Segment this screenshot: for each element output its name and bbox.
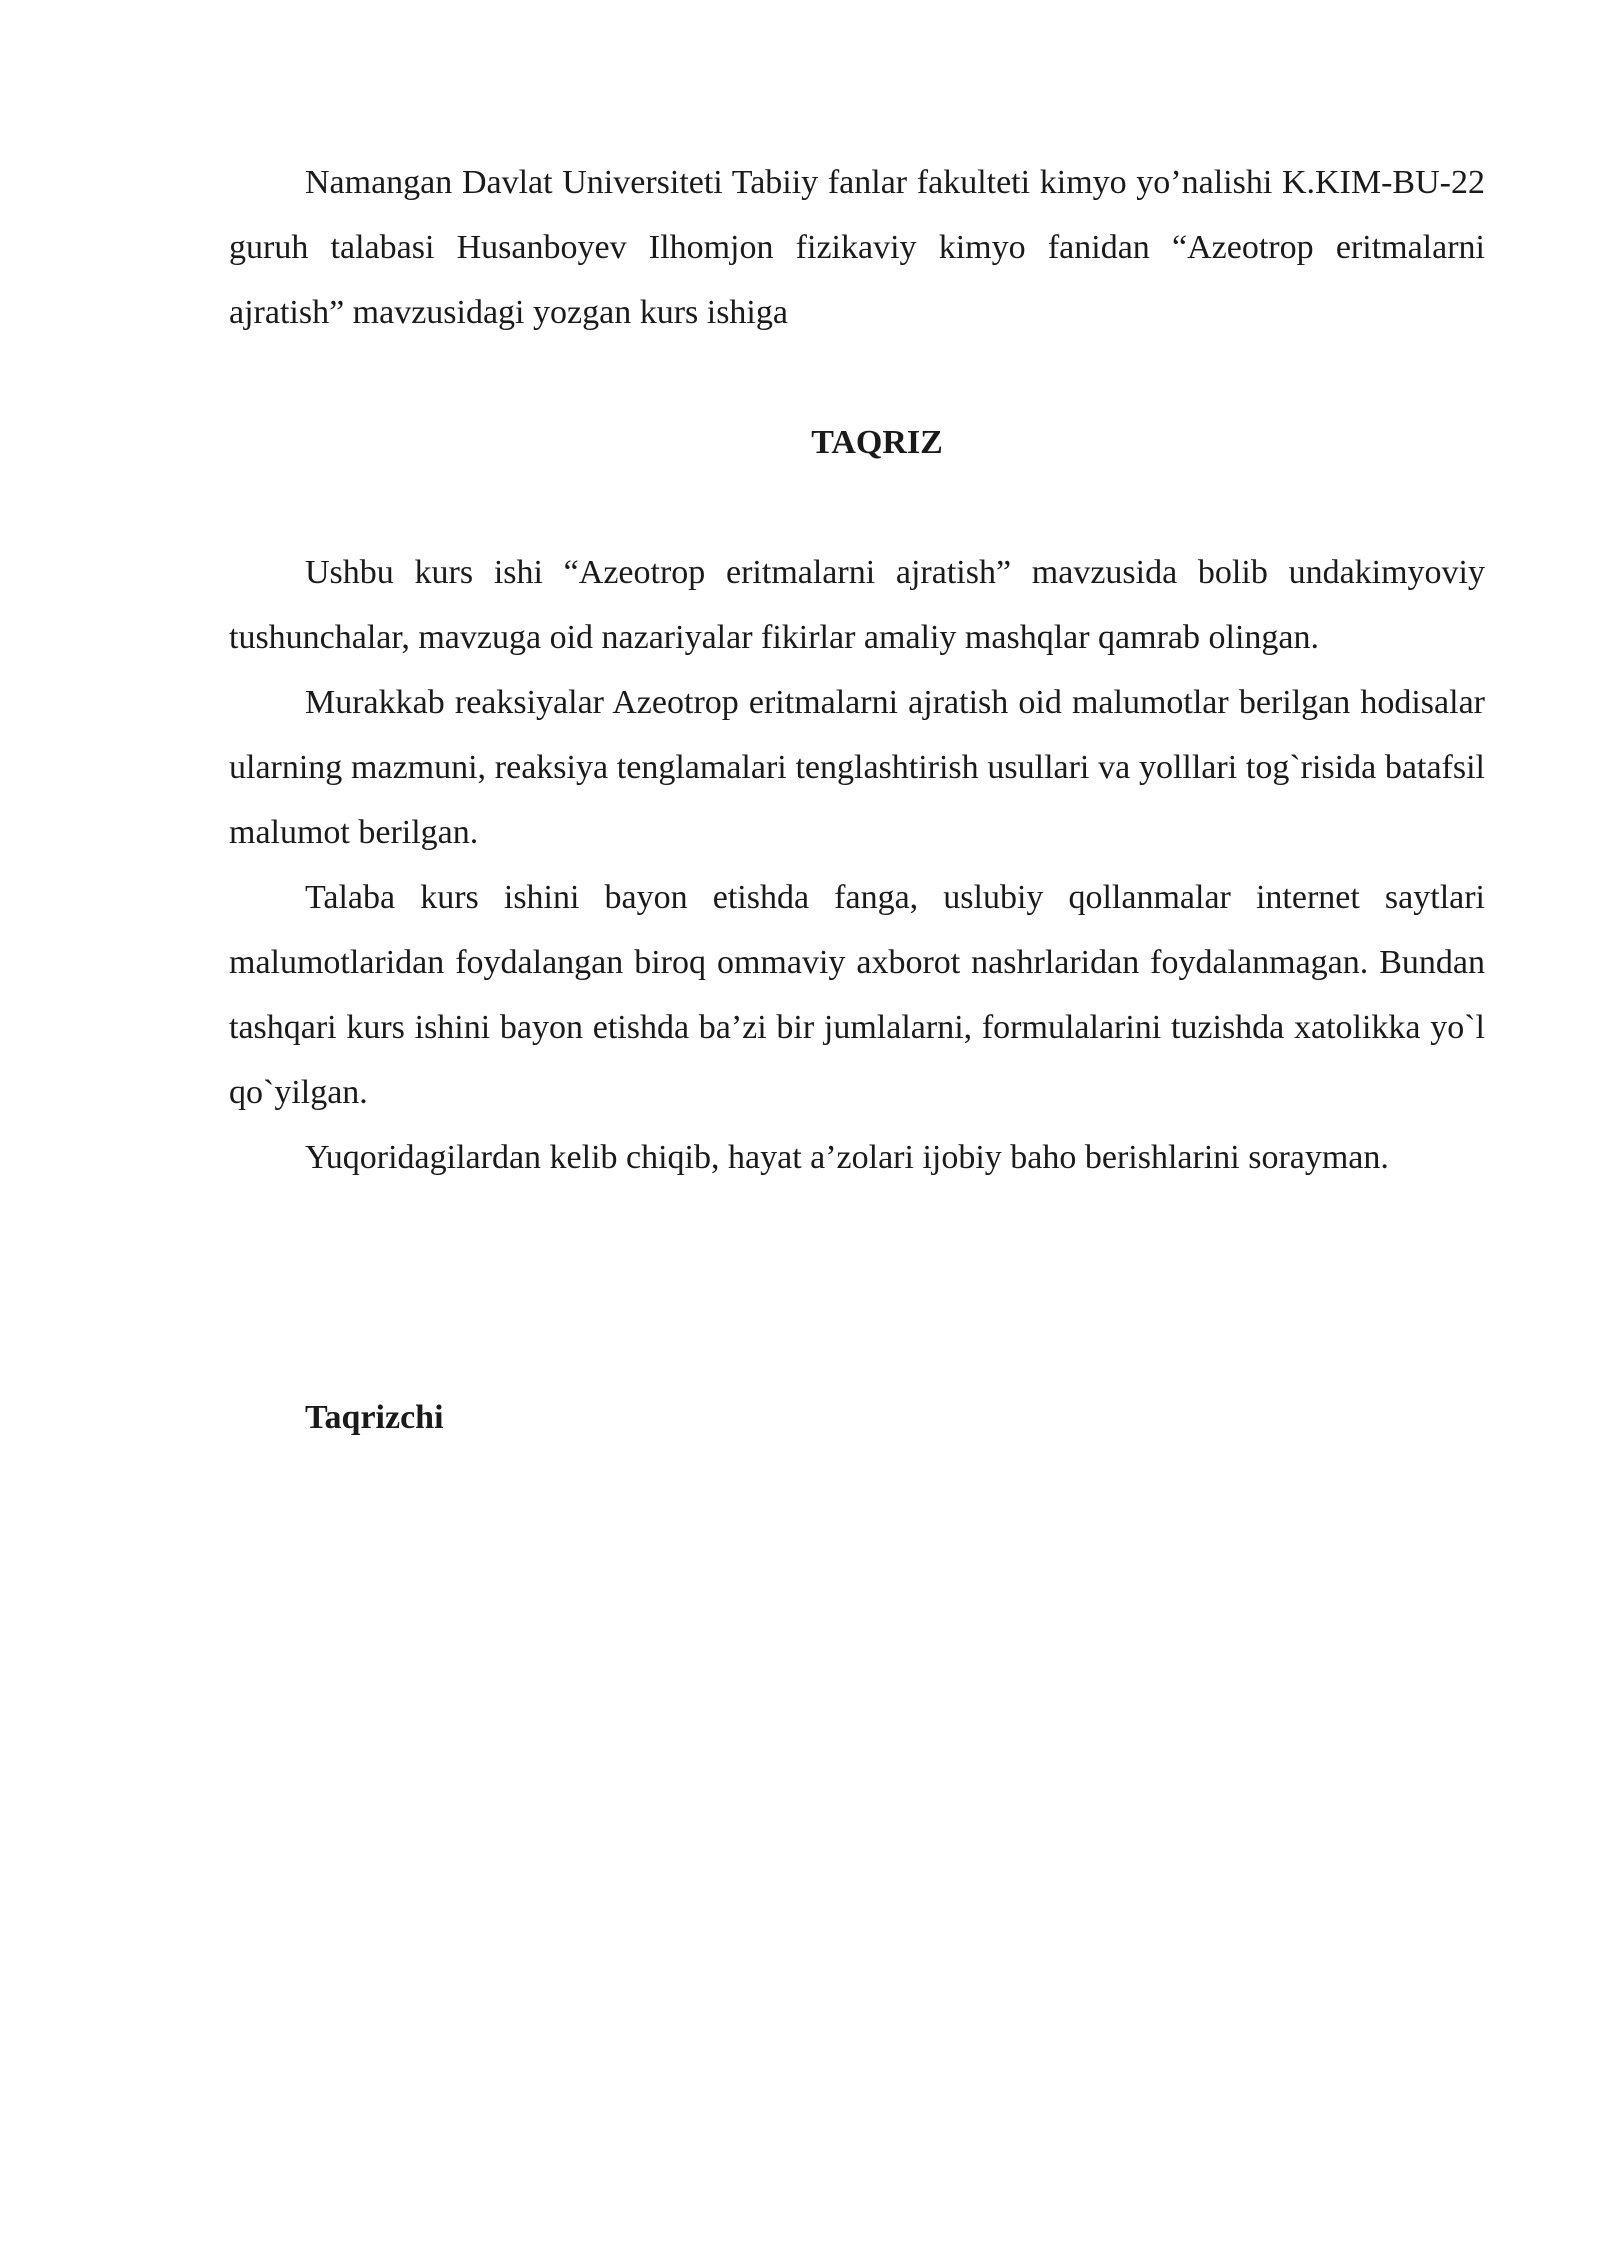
body-paragraph-4: Yuqoridagilardan kelib chiqib, hayat a’zolari ijobiy baho berishlarini sorayman. <box>305 1139 1389 1176</box>
reviewer-signature-label: Taqrizchi <box>305 1399 444 1436</box>
document-body <box>229 150 1485 1450</box>
body-paragraph-2: Murakkab reaksiyalar Azeotrop eritmalarni ajratish oid malumotlar berilgan hodisalar ularning mazmuni, reaksiya tenglamalari tenglashtirish usullari va yolllari tog`risida batafsil malumot berilgan. <box>229 684 1485 851</box>
body-paragraph-3: Talaba kurs ishini bayon etishda fanga, uslubiy qollanmalar internet saytlari malumotlaridan foydalangan biroq ommaviy axborot nashrlaridan foydalanmagan. Bundan tashqari kurs ishini bayon etishda ba’zi bir jumlalarni, formulalarini tuzishda xatolikka yo`l qo`yilgan. <box>229 879 1485 1111</box>
intro-paragraph: Namangan Davlat Universiteti Tabiiy fanlar fakulteti kimyo yo’nalishi K.KIM-BU-22 guruh talabasi Husanboyev Ilhomjon fizikaviy kimyo fanidan “Azeotrop eritmalarni ajratish” mavzusidagi yozgan kurs ishiga <box>229 164 1485 331</box>
body-paragraph-1: Ushbu kurs ishi “Azeotrop eritmalarni ajratish” mavzusida bolib undakimyoviy tushunchalar, mavzuga oid nazariyalar fikirlar amaliy mashqlar qamrab olingan. <box>229 554 1485 656</box>
document-title: TAQRIZ <box>811 424 943 461</box>
